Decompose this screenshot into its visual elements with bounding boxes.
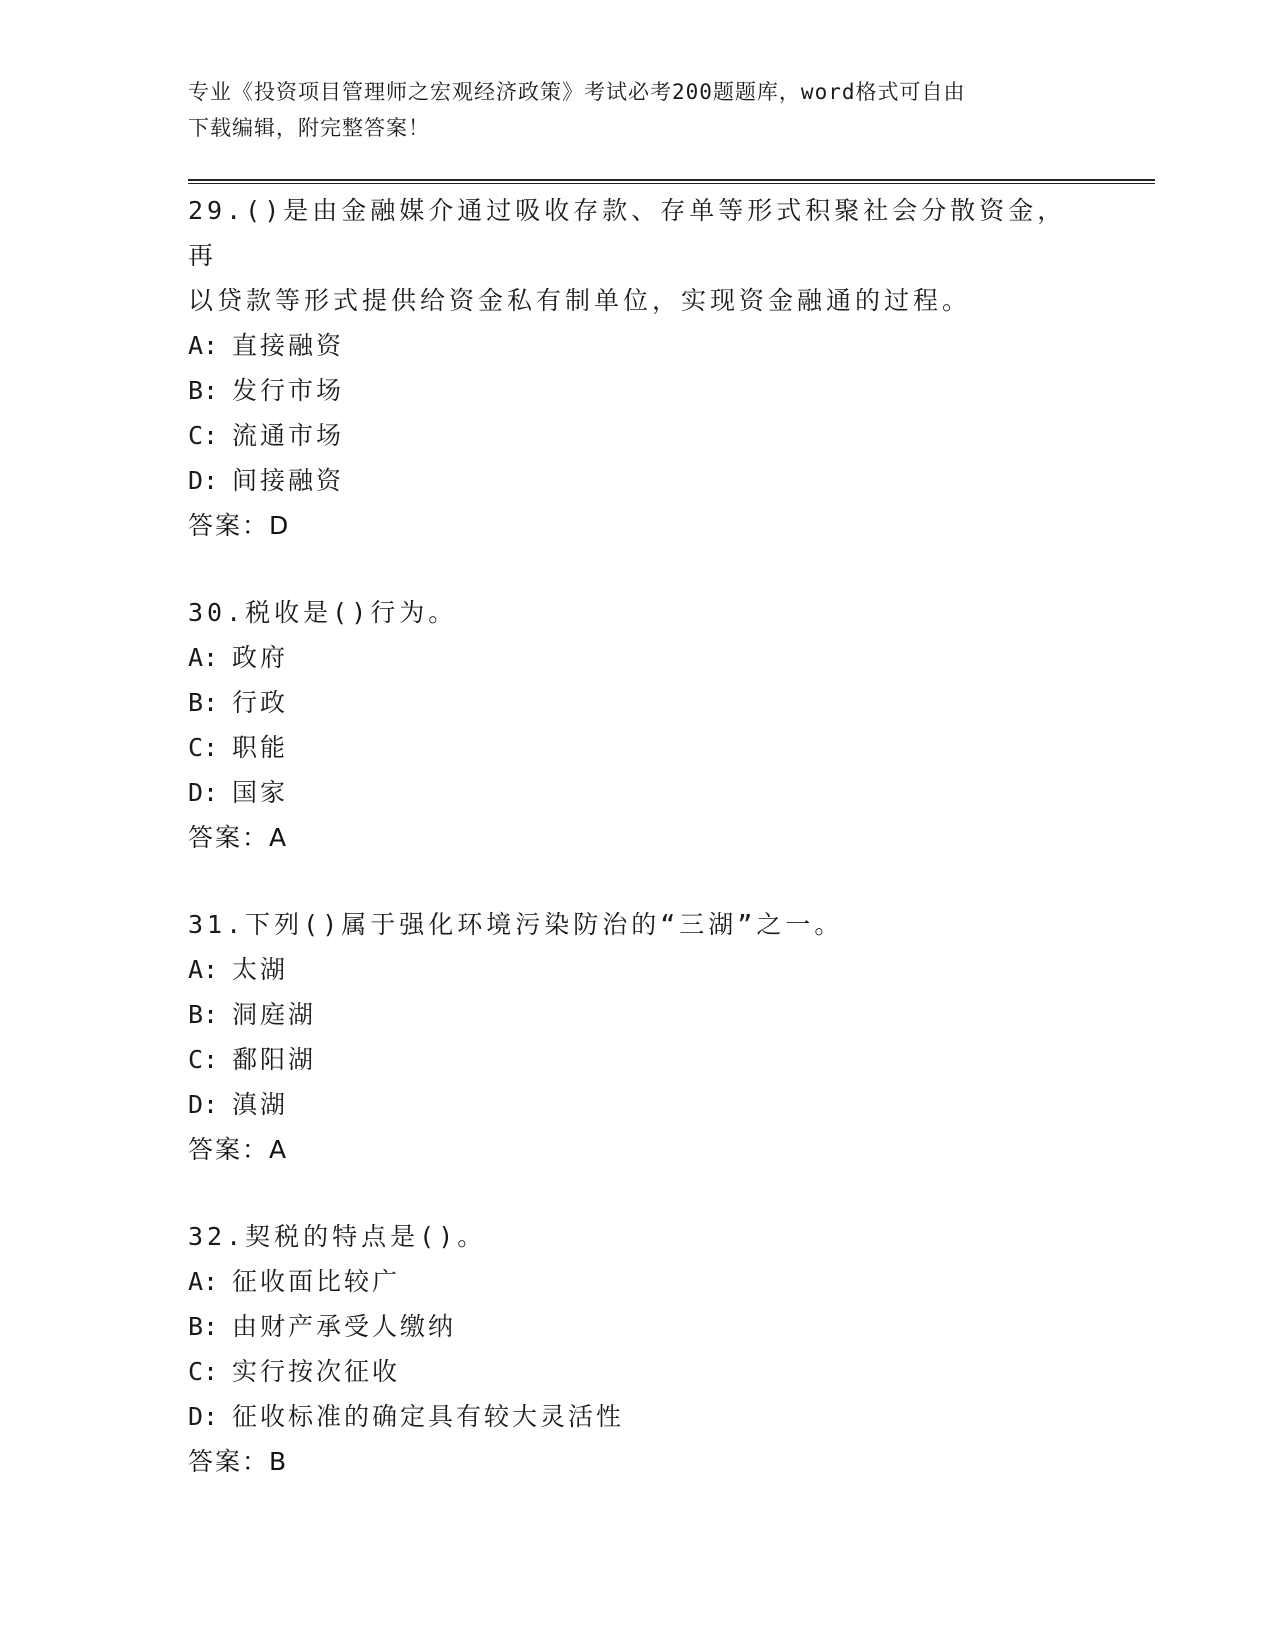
option-a: [188, 323, 1088, 368]
option-key: C:: [188, 1045, 219, 1074]
option-b: [188, 680, 1088, 725]
question-29: [188, 188, 1088, 548]
option-a: [188, 1259, 1088, 1304]
option-text: 由财产承受人缴纳: [232, 1312, 457, 1341]
option-text: 征收面比较广: [232, 1267, 401, 1296]
option-key: B:: [188, 1000, 219, 1029]
question-31: [188, 902, 1088, 1172]
question-text: 29.()是由金融媒介通过吸收存款、存单等形式积聚社会分散资金，再: [188, 196, 1067, 270]
answer-text: 答案：A: [188, 1135, 289, 1164]
option-b: [188, 992, 1088, 1037]
option-key: C:: [188, 733, 219, 762]
option-text: 太湖: [232, 955, 289, 984]
option-key: B:: [188, 1312, 219, 1341]
option-c: [188, 1037, 1088, 1082]
option-text: 征收标准的确定具有较大灵活性: [232, 1402, 625, 1431]
option-a: [188, 947, 1088, 992]
option-c: [188, 413, 1088, 458]
option-a: [188, 635, 1088, 680]
question-text: 32.契税的特点是()。: [188, 1222, 487, 1251]
answer-text: 答案：A: [188, 823, 289, 852]
option-b: [188, 368, 1088, 413]
header-divider-thin: [188, 183, 1155, 184]
option-text: 滇湖: [232, 1090, 289, 1119]
option-d: [188, 1082, 1088, 1127]
option-text: 实行按次征收: [232, 1357, 401, 1386]
option-key: A:: [188, 331, 219, 360]
option-key: D:: [188, 466, 219, 495]
question-text: 31.下列()属于强化环境污染防治的“三湖”之一。: [188, 910, 844, 939]
option-text: 发行市场: [232, 376, 345, 405]
option-d: [188, 458, 1088, 503]
option-key: A:: [188, 643, 219, 672]
option-key: D:: [188, 1402, 219, 1431]
option-text: 间接融资: [232, 466, 345, 495]
answer-text: 答案：D: [188, 511, 291, 540]
option-text: 国家: [232, 778, 289, 807]
header-line: 专业《投资项目管理师之宏观经济政策》考试必考200题题库，word格式可自由: [188, 80, 966, 104]
option-key: B:: [188, 688, 219, 717]
option-text: 政府: [232, 643, 289, 672]
option-key: A:: [188, 955, 219, 984]
option-text: 流通市场: [232, 421, 345, 450]
option-c: [188, 1349, 1088, 1394]
option-b: [188, 1304, 1088, 1349]
question-32: [188, 1214, 1088, 1484]
option-text: 行政: [232, 688, 289, 717]
document-header: [188, 74, 1088, 146]
option-key: D:: [188, 1090, 219, 1119]
option-c: [188, 725, 1088, 770]
question-30: [188, 590, 1088, 860]
option-key: C:: [188, 421, 219, 450]
option-text: 职能: [232, 733, 289, 762]
option-text: 直接融资: [232, 331, 345, 360]
question-text: 30.税收是()行为。: [188, 598, 458, 627]
option-key: D:: [188, 778, 219, 807]
option-text: 鄱阳湖: [232, 1045, 317, 1074]
header-divider-thick: [188, 179, 1155, 181]
option-d: [188, 770, 1088, 815]
option-key: A:: [188, 1267, 219, 1296]
option-key: B:: [188, 376, 219, 405]
answer-text: 答案：B: [188, 1447, 289, 1476]
question-list: [188, 188, 1088, 1526]
header-line: 下载编辑，附完整答案！: [188, 116, 430, 140]
option-key: C:: [188, 1357, 219, 1386]
option-d: [188, 1394, 1088, 1439]
option-text: 洞庭湖: [232, 1000, 317, 1029]
question-text: 以贷款等形式提供给资金私有制单位，实现资金融通的过程。: [188, 286, 972, 315]
